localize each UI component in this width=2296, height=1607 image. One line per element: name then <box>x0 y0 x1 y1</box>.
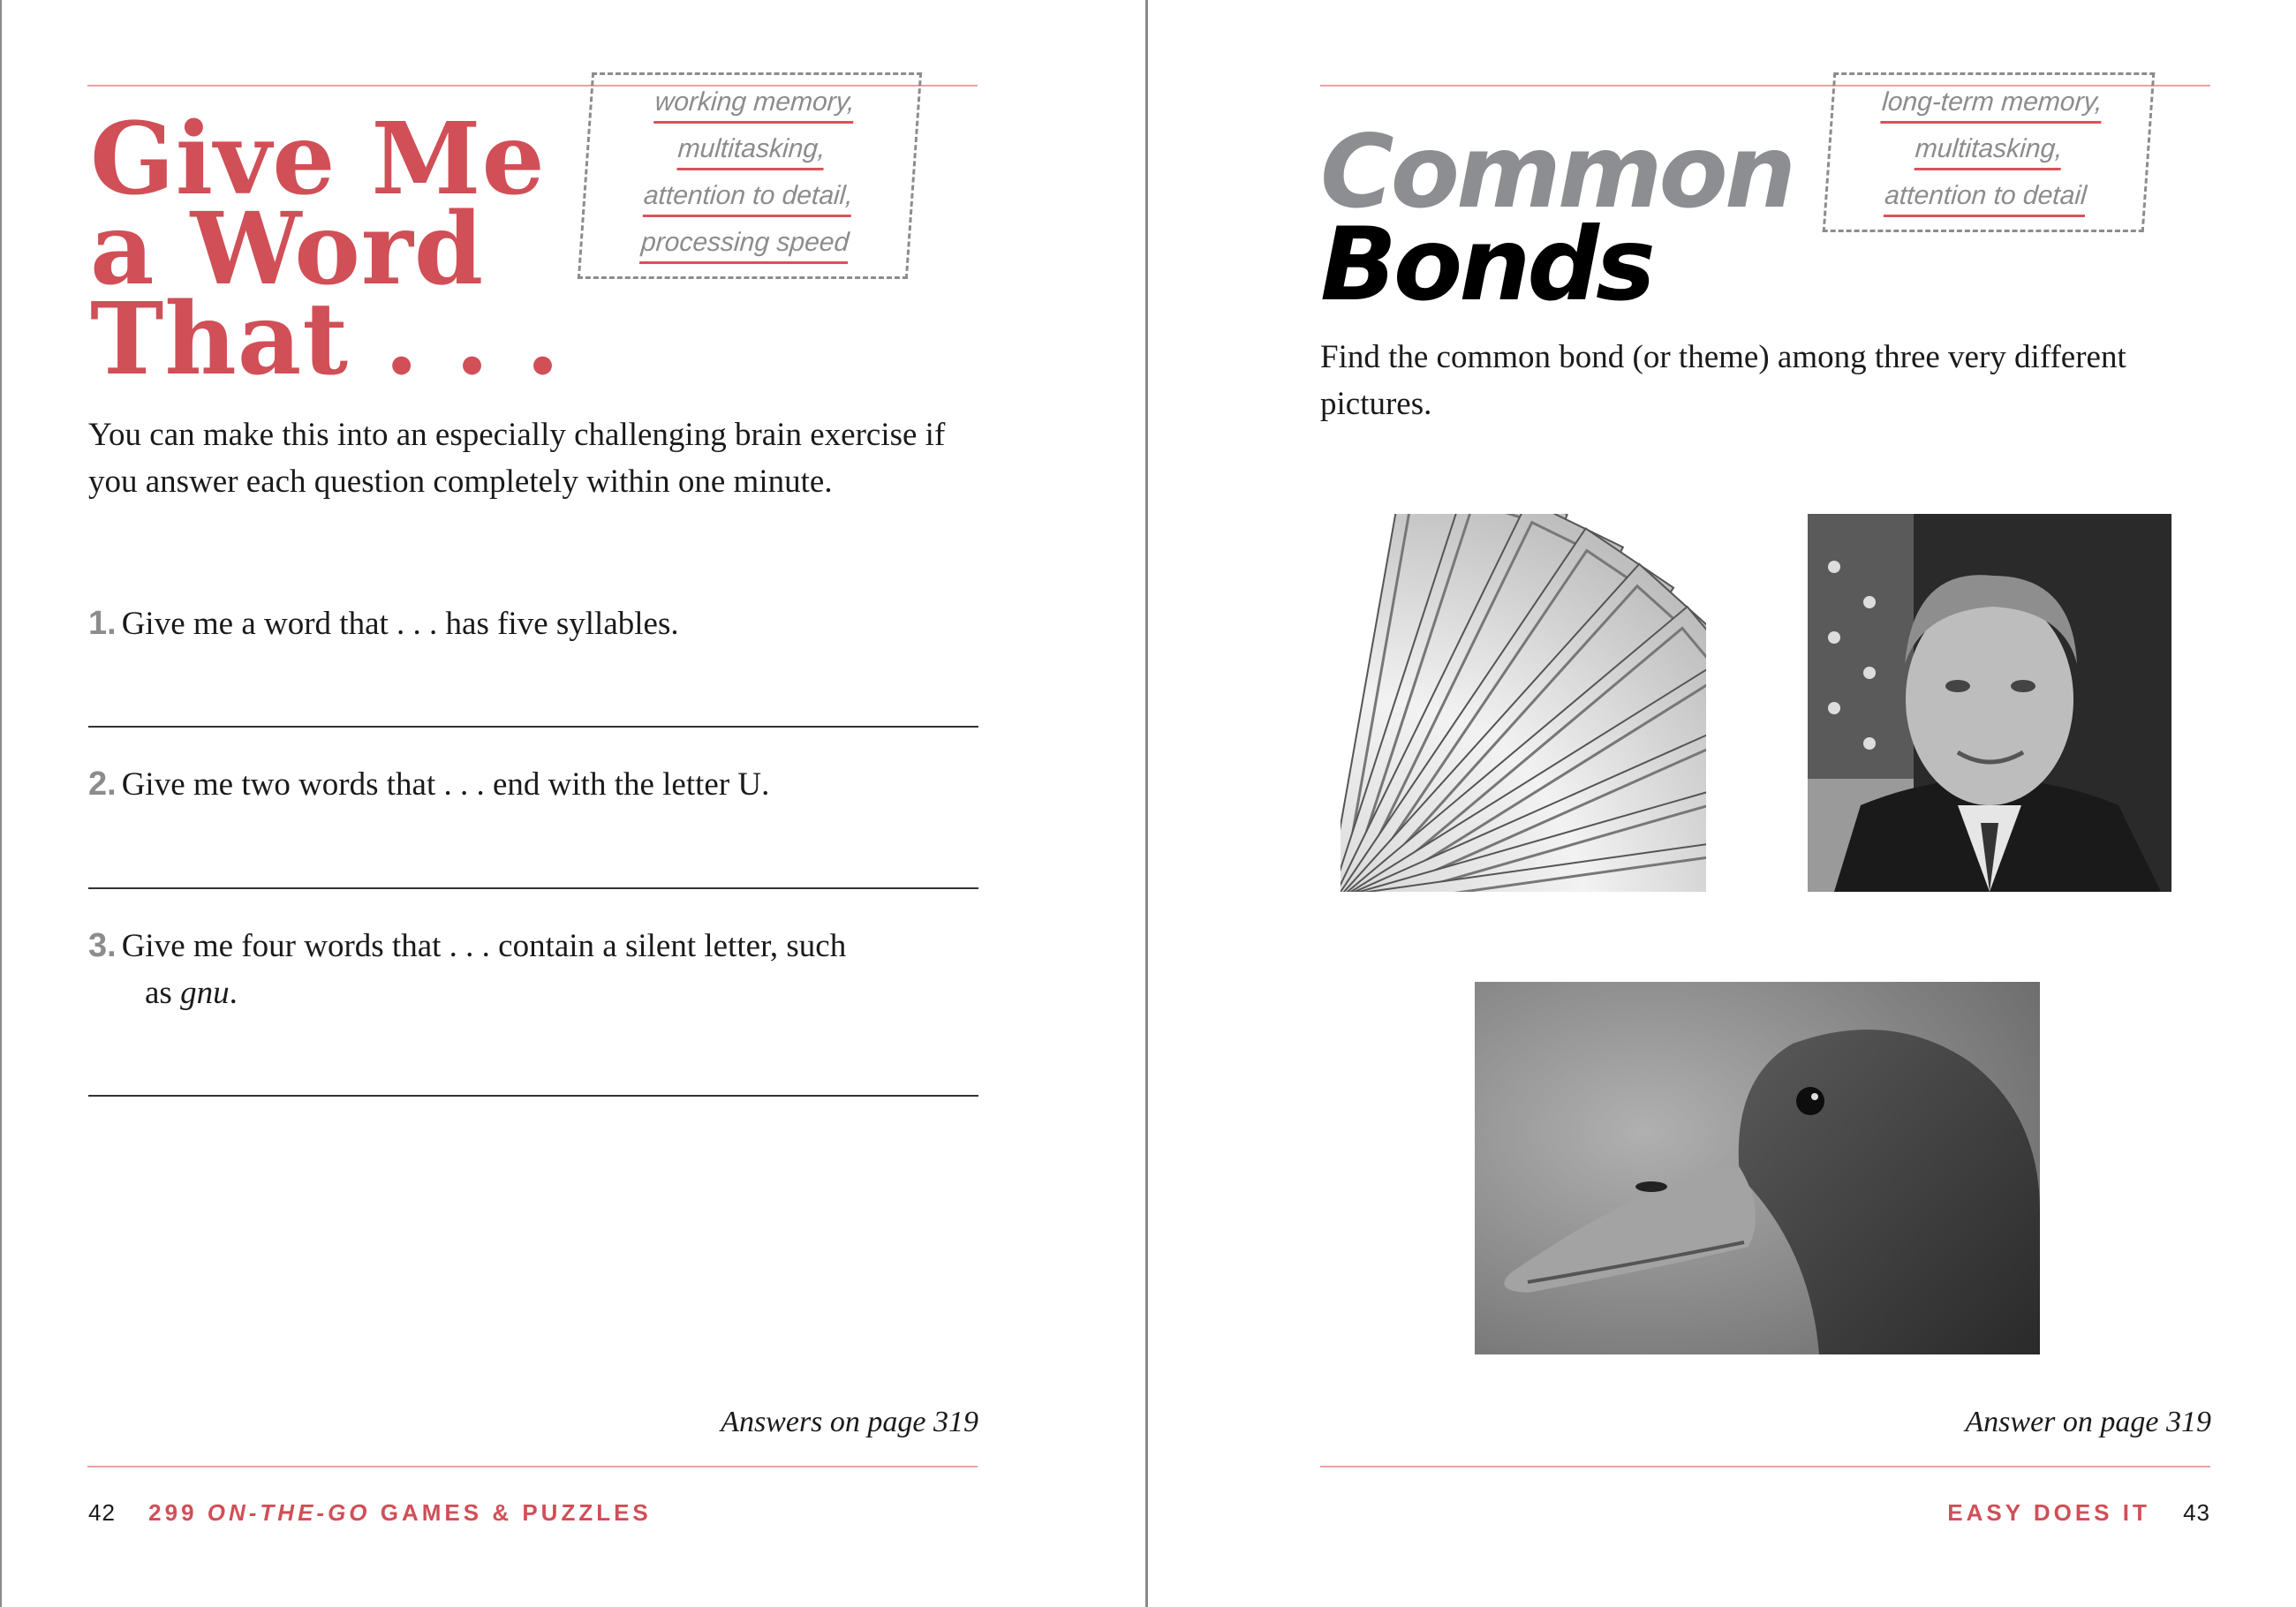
skill-tag: multitasking, <box>1914 134 2064 170</box>
question-2 <box>88 761 769 808</box>
duck-photo <box>1475 982 2040 1354</box>
intro-text: Find the common bond (or theme) among three very different pictures. <box>1320 339 2126 422</box>
question-text-continued <box>88 969 846 1016</box>
skill-tag: multitasking, <box>676 134 827 170</box>
footer <box>88 1499 652 1527</box>
left-page <box>0 0 1146 1607</box>
skill-tag: attention to detail <box>1884 181 2088 217</box>
example-word: gnu <box>180 975 230 1011</box>
question-number: 1. <box>88 605 117 642</box>
skill-tag: processing speed <box>639 228 850 264</box>
book-title-part: ON-THE-GO <box>207 1499 371 1526</box>
book-title-part: GAMES & PUZZLES <box>370 1499 652 1526</box>
question-number: 2. <box>88 766 117 803</box>
question-text-part: as <box>145 975 181 1011</box>
duck-illustration <box>1475 982 2040 1354</box>
bottom-rule <box>87 1466 978 1467</box>
book-title <box>148 1499 652 1526</box>
answer-line-2[interactable] <box>88 887 978 889</box>
answers-note: Answers on page 319 <box>721 1406 978 1438</box>
skills-tag-box <box>578 72 922 279</box>
page-title <box>90 102 562 397</box>
skill-tag: attention to detail, <box>642 181 854 217</box>
question-text: Give me a word that . . . has five syllables. <box>121 606 679 642</box>
portrait-photo <box>1808 514 2171 892</box>
answers-note: Answer on page 319 <box>1965 1406 2211 1438</box>
title-line: a Word <box>90 192 485 307</box>
page-number: 43 <box>2183 1499 2210 1526</box>
footer <box>1320 1499 2210 1527</box>
portrait-illustration <box>1808 514 2171 892</box>
title-line: That . . . <box>90 282 562 397</box>
question-1 <box>88 600 679 647</box>
question-number: 3. <box>88 927 117 964</box>
page-title-line-2: Bonds <box>1320 206 1652 323</box>
question-text: Give me two words that . . . end with the letter U. <box>121 766 770 803</box>
dollar-bills-photo <box>1341 514 1706 892</box>
title-line: Give Me <box>90 102 546 217</box>
question-text-part: . <box>229 975 238 1011</box>
question-text: Give me four words that . . . contain a silent letter, such <box>121 928 847 964</box>
answer-line-3[interactable] <box>88 1095 978 1097</box>
answer-line-1[interactable] <box>88 726 978 728</box>
intro-text: You can make this into an especially challenging brain exercise if you answer each question completely within one minute. <box>88 417 946 500</box>
book-title-part: 299 <box>148 1499 208 1526</box>
bottom-rule <box>1320 1466 2210 1467</box>
page-number: 42 <box>88 1499 116 1526</box>
skills-tag-box <box>1823 72 2156 232</box>
skill-tag: working memory, <box>653 87 856 124</box>
skill-tag: long-term memory, <box>1881 87 2103 124</box>
question-3 <box>88 923 846 1016</box>
page-title-line-1: Common <box>1320 113 1794 230</box>
dollar-bills-illustration <box>1341 514 1706 892</box>
section-title: EASY DOES IT <box>1947 1499 2150 1526</box>
